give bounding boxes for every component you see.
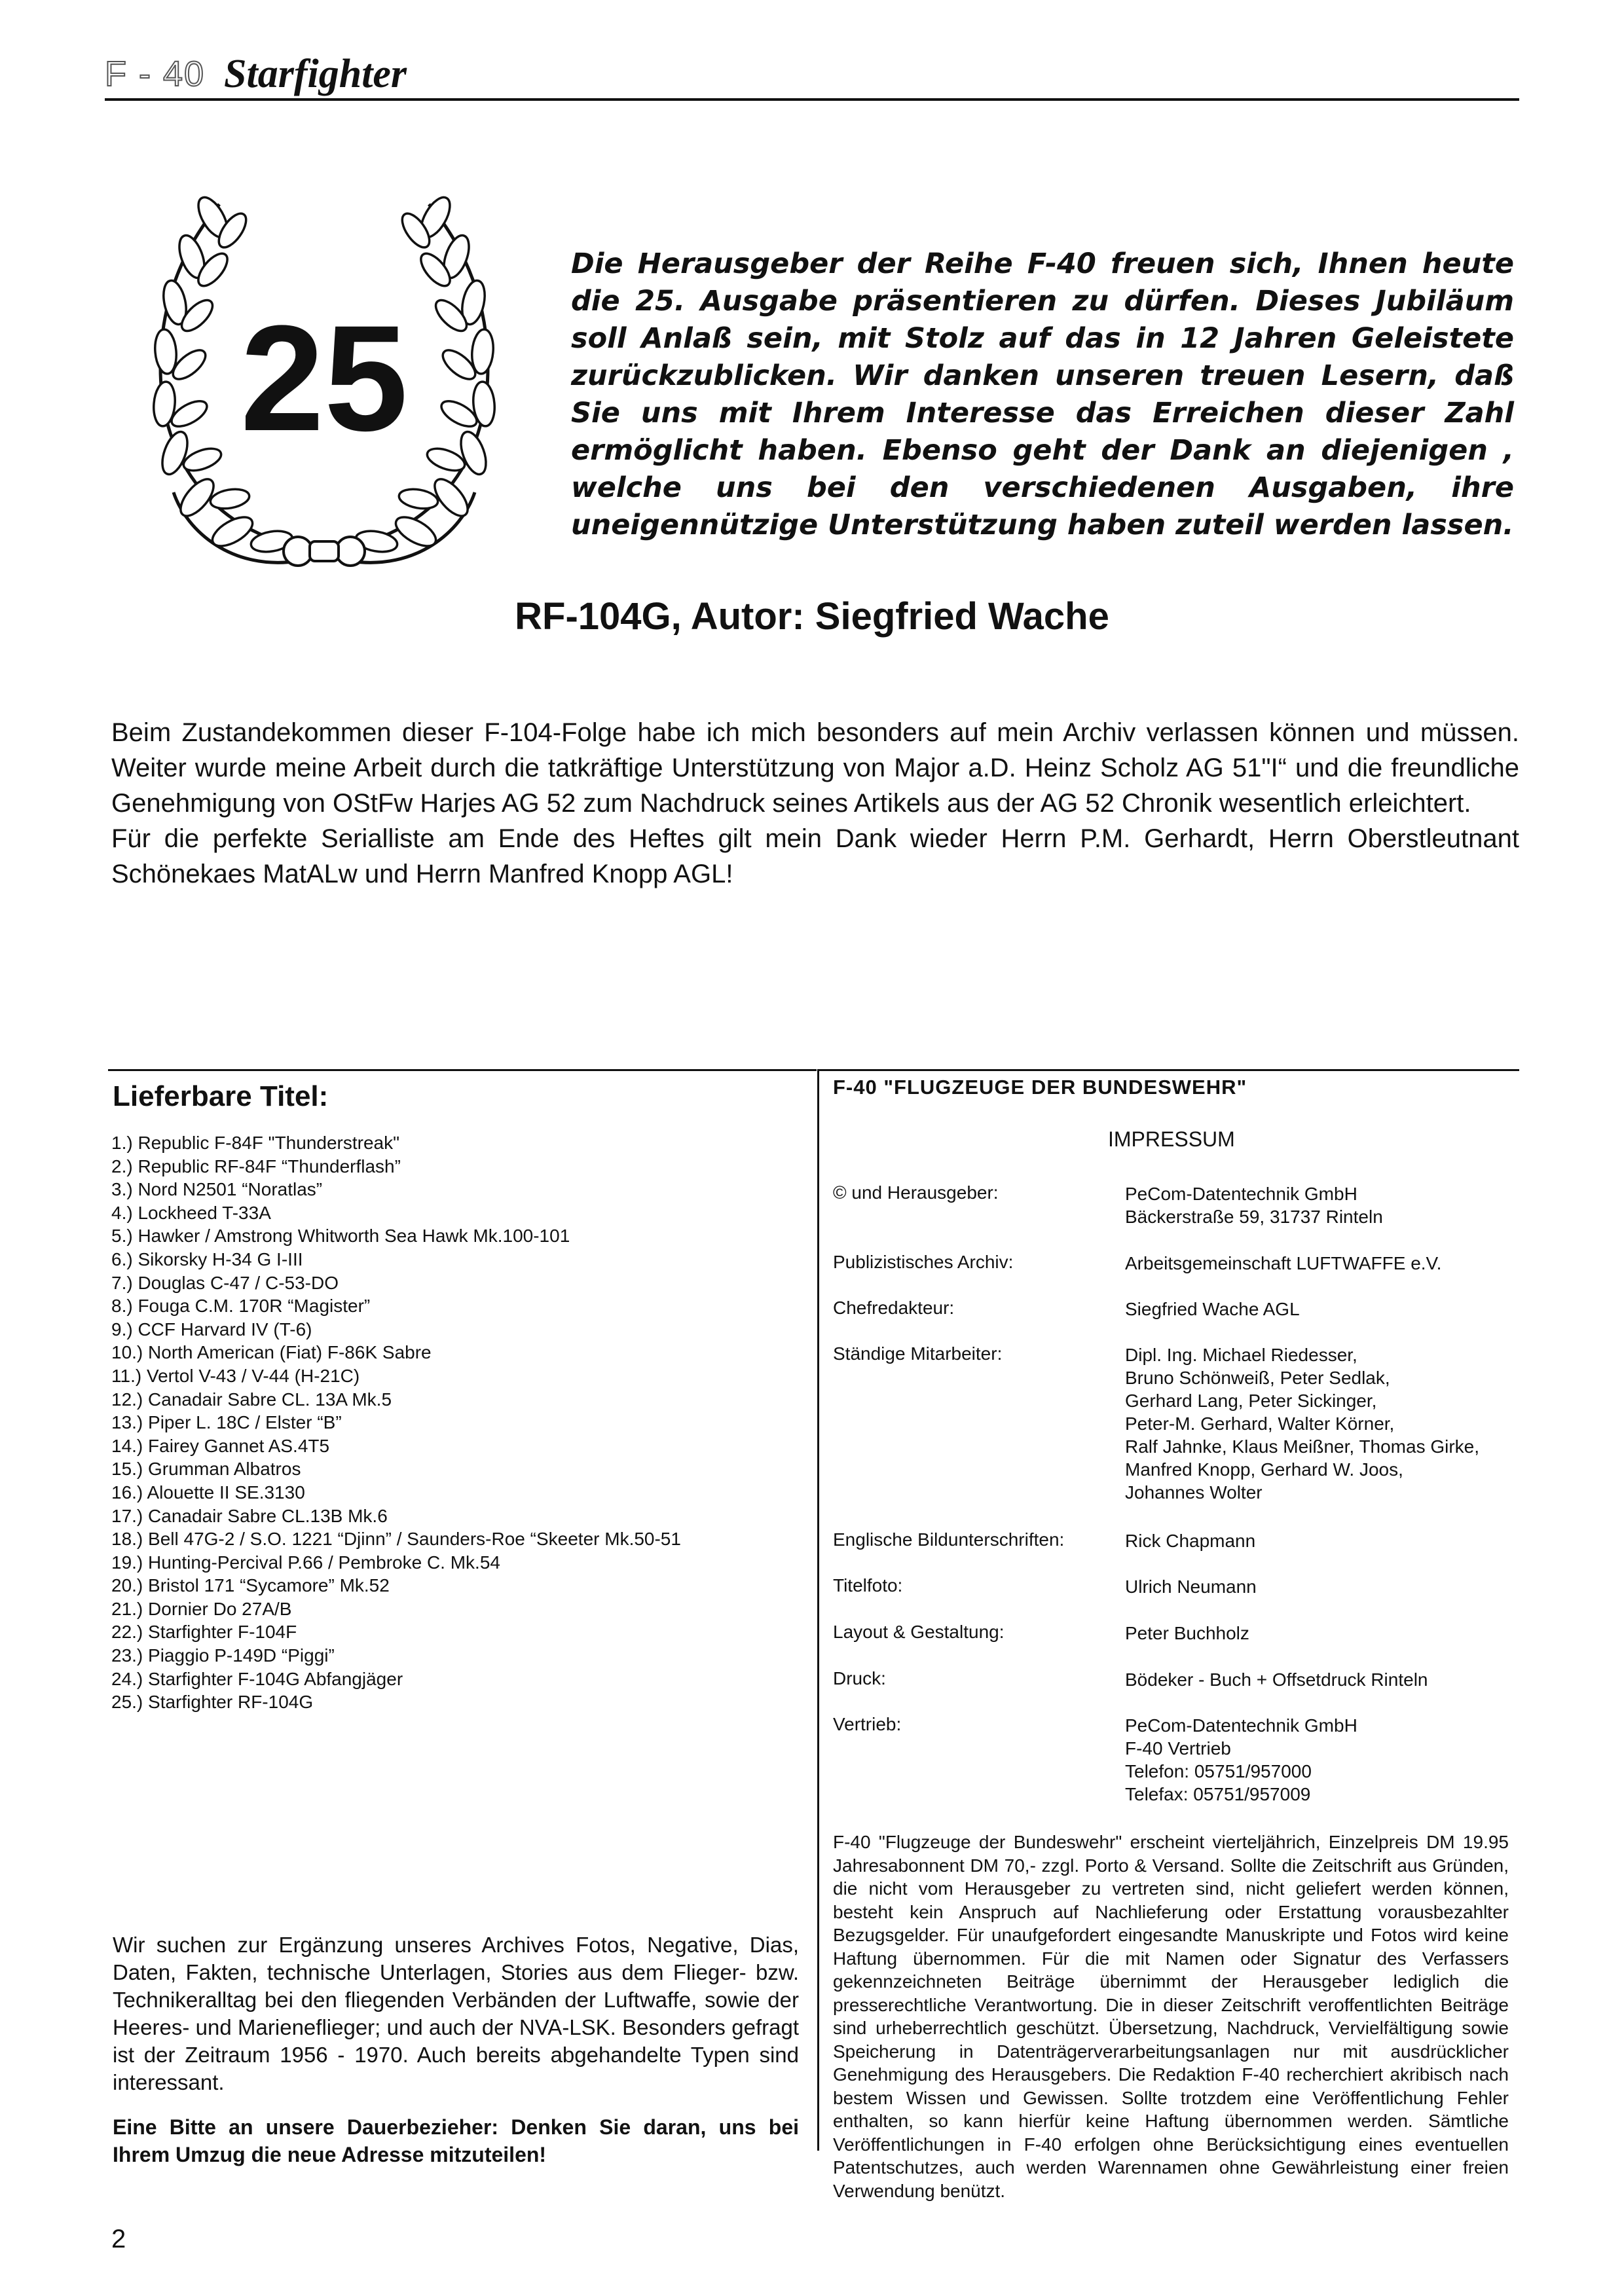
subscriber-request-text: Eine Bitte an unsere Dauerbezieher: Denken Sie daran, uns bei Ihrem Umzug die neue Adresse mitzuteilen!	[113, 2115, 799, 2166]
title-item: 3.) Nord N2501 “Noratlas”	[111, 1179, 323, 1200]
intro-text: Die Herausgeber der Reihe F-40 freuen sich, Ihnen heute die 25. Ausgabe präsentieren zu dürfen. Dieses Jubiläum soll Anlaß sein, mit Stolz auf das in 12 Jahren Geleistete zurückzublicken. Wir danken unseren treuen Lesern, daß Sie uns mit Ihrem Interesse das Erreichen dieser Zahl ermöglicht haben. Ebenso geht der Dank an diejenigen , welche uns bei den verschiedenen Ausgaben, ihre uneigennützige Unterstützung haben zuteil werden lassen.	[571, 247, 1514, 541]
impressum-line: Peter-M. Gerhard, Walter Körner,	[1125, 1413, 1395, 1434]
anniversary-wreath	[134, 185, 514, 577]
impressum-line: Bruno Schönweiß, Peter Sedlak,	[1125, 1368, 1390, 1388]
impressum-value	[1125, 1529, 1255, 1552]
title-item: 18.) Bell 47G-2 / S.O. 1221 “Djinn” / Saunders-Roe “Skeeter Mk.50-51	[111, 1529, 681, 1550]
title-item: 6.) Sikorsky H-34 G I-III	[111, 1248, 303, 1269]
page-number: 2	[111, 2225, 126, 2253]
impressum-line: PeCom-Datentechnik GmbH	[1125, 1715, 1357, 1736]
impressum-label: Ständige Mitarbeiter:	[833, 1343, 1003, 1364]
impressum-value	[1125, 1182, 1383, 1228]
impressum-line: Bäckerstraße 59, 31737 Rinteln	[1125, 1207, 1383, 1227]
impressum-line: Bödeker - Buch + Offsetdruck Rinteln	[1125, 1669, 1428, 1690]
title-item: 21.) Dornier Do 27A/B	[111, 1598, 292, 1619]
impressum-line: Rick Chapmann	[1125, 1531, 1256, 1551]
impressum-value	[1125, 1343, 1479, 1504]
impressum-label: Englische Bildunterschriften:	[833, 1529, 1065, 1550]
titles-list	[111, 1131, 805, 1714]
title-item: 13.) Piper L. 18C / Elster “B”	[111, 1412, 342, 1433]
header-rule	[105, 98, 1519, 101]
title-item: 24.) Starfighter F-104G Abfangjäger	[111, 1668, 403, 1689]
impressum-value	[1125, 1714, 1357, 1806]
title-item: 7.) Douglas C-47 / C-53-DO	[111, 1272, 339, 1293]
impressum-line: PeCom-Datentechnik GmbH	[1125, 1184, 1357, 1204]
title-item: 1.) Republic F-84F "Thunderstreak"	[111, 1133, 400, 1153]
article-body	[111, 715, 1519, 892]
impressum-label: Layout & Gestaltung:	[833, 1622, 1005, 1642]
article-paragraph: Für die perfekte Serialliste am Ende des Heftes gilt mein Dank wieder Herrn P.M. Gerhardt, Herrn Oberstleutnant Schönekaes MatALw und Herrn Manfred Knopp AGL!	[111, 824, 1519, 888]
column-divider	[817, 1069, 819, 2151]
title-item: 14.) Fairey Gannet AS.4T5	[111, 1435, 330, 1456]
impressum-line: Ulrich Neumann	[1125, 1576, 1257, 1597]
impressum-value	[1125, 1298, 1300, 1321]
impressum-label: © und Herausgeber:	[833, 1182, 999, 1203]
impressum-label: Publizistisches Archiv:	[833, 1252, 1014, 1272]
titles-heading: Lieferbare Titel:	[113, 1080, 329, 1112]
title-item: 19.) Hunting-Percival P.66 / Pembroke C. Mk.54	[111, 1552, 500, 1573]
wreath-ribbon	[284, 537, 365, 566]
impressum-line: Ralf Jahnke, Klaus Meißner, Thomas Girke,	[1125, 1436, 1480, 1457]
impressum-value	[1125, 1252, 1441, 1275]
title-item: 11.) Vertol V-43 / V-44 (H-21C)	[111, 1365, 360, 1386]
title-item: 15.) Grumman Albatros	[111, 1459, 301, 1480]
article-paragraph: Beim Zustandekommen dieser F-104-Folge habe ich mich besonders auf mein Archiv verlassen können und müssen. Weiter wurde meine Arbeit durch die tatkräftige Unterstützung von Major a.D. Heinz Scholz AG 51"I“ und die freundliche Genehmigung von OStFw Harjes AG 52 zum Nachdruck seines Artikels aus der AG 52 Chronik wesentlich erleichtert.	[111, 718, 1519, 818]
title-item: 8.) Fouga C.M. 170R “Magister”	[111, 1296, 371, 1317]
title-item: 2.) Republic RF-84F “Thunderflash”	[111, 1156, 401, 1176]
impressum-box-rule	[819, 1069, 1519, 1071]
title-item: 10.) North American (Fiat) F-86K Sabre	[111, 1342, 432, 1363]
series-label: F - 40	[105, 54, 206, 94]
impressum-line: F-40 Vertrieb	[1125, 1738, 1231, 1758]
impressum-value	[1125, 1668, 1428, 1691]
title-item: 9.) CCF Harvard IV (T-6)	[111, 1319, 312, 1339]
impressum-label: Druck:	[833, 1668, 886, 1688]
title-item: 23.) Piaggio P-149D “Piggi”	[111, 1645, 335, 1666]
title-item: 25.) Starfighter RF-104G	[111, 1692, 314, 1713]
title-item: 16.) Alouette II SE.3130	[111, 1482, 305, 1503]
article-title: RF-104G, Autor: Siegfried Wache	[515, 595, 1109, 638]
impressum-label: Titelfoto:	[833, 1575, 903, 1595]
impressum-heading: F-40 "FLUGZEUGE DER BUNDESWEHR"	[833, 1076, 1247, 1099]
impressum-line: Manfred Knopp, Gerhard W. Joos,	[1125, 1459, 1403, 1480]
impressum-line: Telefon: 05751/957000	[1125, 1761, 1312, 1781]
anniversary-number: 25	[240, 294, 408, 462]
impressum-line: Gerhard Lang, Peter Sickinger,	[1125, 1391, 1377, 1411]
title-item: 4.) Lockheed T-33A	[111, 1202, 271, 1223]
impressum-value	[1125, 1622, 1249, 1645]
impressum-subheading: IMPRESSUM	[1108, 1127, 1235, 1151]
magazine-title: Starfighter	[224, 52, 407, 96]
impressum-label: Vertrieb:	[833, 1714, 902, 1734]
title-item: 22.) Starfighter F-104F	[111, 1622, 297, 1643]
impressum-line: Peter Buchholz	[1125, 1623, 1249, 1643]
title-item: 12.) Canadair Sabre CL. 13A Mk.5	[111, 1389, 392, 1410]
impressum-line: Johannes Wolter	[1125, 1482, 1263, 1503]
impressum-line: Siegfried Wache AGL	[1125, 1299, 1300, 1319]
impressum-label: Chefredakteur:	[833, 1298, 955, 1318]
archive-request-text: Wir suchen zur Ergänzung unseres Archives Fotos, Negative, Dias, Daten, Fakten, technische Unterlagen, Stories aus dem Flieger- bzw. Technikeralltag bei den fliegenden Verbänden der Luftwaffe, sowie der Heeres- und Marieneflieger; und auch der NVA-LSK. Besonders gefragt ist der Zeitraum 1956 - 1970. Auch bereits abgehandelte Typen sind interessant.	[113, 1933, 799, 2094]
impressum-line: Arbeitsgemeinschaft LUFTWAFFE e.V.	[1125, 1253, 1442, 1273]
titles-box-rule	[108, 1069, 817, 1071]
legal-fine-print: F-40 "Flugzeuge der Bundeswehr" erscheint vierteljährich, Einzelpreis DM 19.95 Jahresabonnent DM 70,- zzgl. Porto & Versand. Sollte die Zeitschrift aus Gründen, die nicht vom Herausgeber zu vertreten sind, nicht geliefert werden können, besteht kein Anspruch auf Nachlieferung oder Erstattung vorausbezahlter Bezugsgelder. Für unaufgefordert eingesandte Manuskripte und Fotos wird keine Haftung übernommen. Für die mit Namen oder Signatur des Verfassers gekennzeichneten Beiträge übernimmt der Herausgeber lediglich die presserechtliche Verantwortung. Die in dieser Zeitschrift veroffentlichten Beiträge sind urheberrechtlich geschützt. Übersetzung, Nachdruck, Vervielfältigung sowie Speicherung in Datenträgerverarbeitungsanlagen nur mit ausdrücklicher Genehmigung des Herausgebers. Die Redaktion F-40 recherchiert akribisch nach bestem Wissen und Gewissen. Sollte trotzdem eine Veröffentlichung Fehler enthalten, so kann hierfür keine Haftung übernommen werden. Sämtliche Veröffentlichungen in F-40 erfolgen ohne Berücksichtigung eines eventuellen Patentschutzes, auch werden Warennamen ohne Gewährleistung einer freien Verwendung benützt.	[833, 1832, 1509, 2201]
impressum-value	[1125, 1575, 1257, 1598]
title-item: 5.) Hawker / Amstrong Whitworth Sea Hawk Mk.100-101	[111, 1226, 570, 1247]
impressum-line: Dipl. Ing. Michael Riedesser,	[1125, 1345, 1357, 1365]
title-item: 20.) Bristol 171 “Sycamore” Mk.52	[111, 1575, 390, 1596]
title-item: 17.) Canadair Sabre CL.13B Mk.6	[111, 1505, 388, 1526]
impressum-line: Telefax: 05751/957009	[1125, 1784, 1311, 1804]
